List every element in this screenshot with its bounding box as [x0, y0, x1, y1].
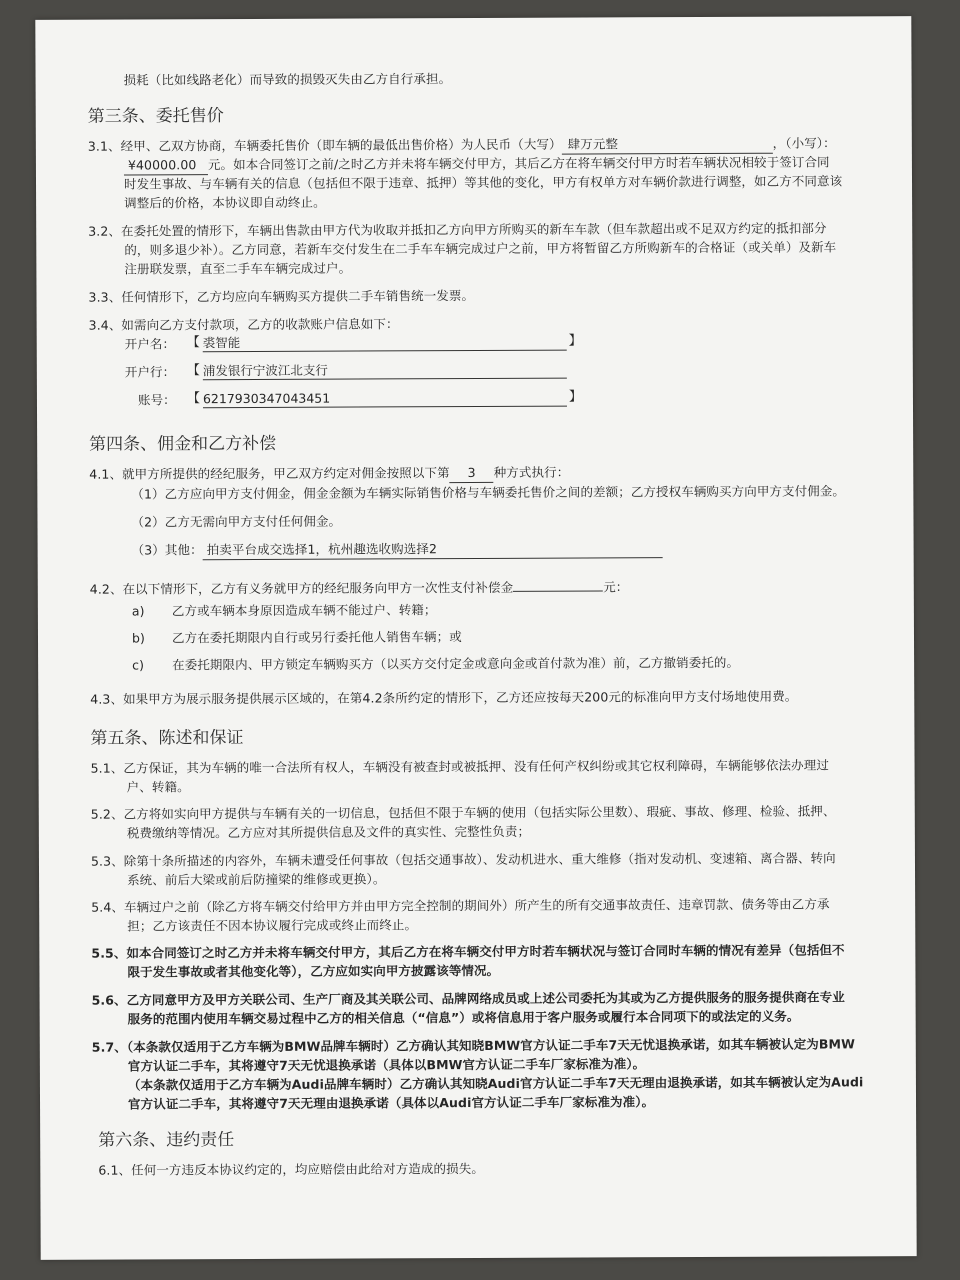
clause-number: 5.4、 [91, 899, 124, 915]
list-mark: a) [131, 603, 145, 619]
list-text: 在委托期限内、甲方锁定车辆购买方（以买方交付定金或意向金或首付款为准）前，乙方撤销委托的。 [172, 654, 740, 673]
clause-5-1-line-1 [91, 756, 829, 777]
list-text: 乙方或车辆本身原因造成车辆不能过户、转籍； [171, 602, 437, 619]
clause-number: 6.1、 [98, 1162, 132, 1178]
section-5-title: 第五条、陈述和保证 [90, 728, 244, 749]
clause-number: 3.3、 [88, 289, 122, 305]
clause-text: 如需向乙方支付款项，乙方的收款账户信息如下： [121, 316, 399, 333]
contract-page [35, 16, 916, 1260]
clause-text: （本条款仅适用于乙方车辆为BMW品牌车辆时）乙方确认其知晓BMW官方认证二手车7天无忧退换承诺，如其车辆被认定为BMW [126, 1036, 855, 1055]
other-option-field: 拍卖平台成交选择1，杭州趣选收购选择2 [203, 539, 663, 560]
clause-3-2-line-3: 注册联发票，直至二手车车辆完成过户。 [124, 260, 352, 277]
clause-5-5-line-1 [91, 941, 844, 962]
clause-5-1-line-2: 户、转籍。 [126, 779, 190, 795]
clause-3-1-line-4: 调整后的价格，本协议即自动终止。 [124, 194, 326, 211]
list-item [132, 601, 437, 620]
clause-5-4-line-1 [91, 895, 829, 916]
clause-3-2-line-2: 的，则多退少补）。乙方同意，若新车交付发生在二手车车辆完成过户之前，甲方将暂留乙方所购新车的合格证（或关单）及新车 [124, 239, 837, 258]
clause-number: 3.4、 [88, 317, 122, 333]
bracket-open: 【 [186, 391, 201, 407]
clause-text: 在委托处置的情形下，车辆出售款由甲方代为收取并抵扣乙方向甲方所购买的新车车款（但车款超出或不足双方约定的抵扣部分 [120, 220, 827, 239]
account-number-field: 6217930347043451 [203, 390, 567, 409]
clause-5-3-line-2: 系统、前后大梁或前后防撞梁的维修或更换）。 [127, 871, 386, 888]
clause-4-2 [90, 578, 629, 598]
price-upper-field: 肆万元整 [562, 135, 773, 155]
clause-3-3 [88, 287, 474, 307]
clause-5-6-line-2: 服务的范围内使用车辆交易过程中乙方的相关信息（“信息”）或将信息用于客户服务或履行本合同项下的或法定的义务。 [127, 1008, 800, 1027]
clause-3-2-line-1 [88, 219, 826, 240]
clause-text: 车辆过户之前（除乙方将车辆交付给甲方并由甲方完全控制的期间外）所产生的所有交通事故责任、违章罚款、债务等由乙方承 [123, 896, 830, 915]
bracket-open: 【 [186, 363, 200, 379]
clause-5-6-line-1 [92, 988, 845, 1009]
compensation-amount-field [513, 590, 603, 591]
clause-text: 就甲方所提供的经纪服务，甲乙双方约定对佣金按照以下第 [122, 465, 450, 482]
clause-4-1 [89, 464, 569, 485]
clause-text: 任何一方违反本协议约定的，均应赔偿由此给对方造成的损失。 [131, 1160, 484, 1178]
clause-4-3 [90, 688, 797, 709]
clause-5-7-line-2: 官方认证二手车，其将遵守7天无忧退换承诺（具体以BMW官方认证二手车厂家标准为准）。 [127, 1056, 646, 1074]
clause-text: 乙方同意甲方及甲方关联公司、生产厂商及其关联公司、品牌网络成员或上述公司委托为其或为乙方提供服务的服务提供商在专业 [126, 989, 845, 1008]
price-lower-field: ¥40000.00 [124, 156, 208, 175]
section-6-title: 第六条、违约责任 [98, 1130, 235, 1151]
clause-5-4-line-2: 担；乙方该责任不因本协议履行完成或终止而终止。 [127, 917, 418, 934]
list-text: 乙方在委托期限内自行或另行委托他人销售车辆；或 [171, 629, 462, 646]
clause-text: 如果甲方为展示服务提供展示区域的，在第4.2条所约定的情形下，乙方还应按每天200元的标准向甲方支付场地使用费。 [123, 688, 798, 707]
list-item [132, 628, 462, 647]
account-name-label: 开户名： [124, 336, 176, 352]
clause-5-7-line-3: （本条款仅适用于乙方车辆为Audi品牌车辆时）乙方确认其知晓Audi官方认证二手车7天无理由退换承诺，如其车辆被认定为Audi [127, 1074, 864, 1093]
clause-text: 元。如本合同签订之前/之时乙方并未将车辆交付甲方，其后乙方在将车辆交付甲方时若车辆状况相较于签订合同 [207, 154, 830, 173]
bank-field: 浦发银行宁波江北支行 [203, 362, 567, 381]
clause-number: 4.3、 [90, 691, 124, 707]
list-mark: b) [131, 630, 146, 646]
commission-option-3 [132, 539, 663, 560]
clause-5-2-line-2: 税费缴纳等情况。乙方应对其所提供信息及文件的真实性、完整性负责； [126, 823, 531, 841]
clause-5-3-line-1 [91, 849, 836, 870]
bracket-close: 】 [568, 389, 582, 405]
clause-text: 种方式执行： [493, 464, 570, 480]
list-item [132, 654, 739, 675]
section-3-title: 第三条、委托售价 [87, 106, 224, 127]
option-label: （3）其他： [131, 542, 203, 558]
bank-label: 开户行： [124, 364, 176, 380]
clause-text: 在以下情形下，乙方有义务就甲方的经纪服务向甲方一次性支付补偿金 [122, 579, 514, 597]
clause-text: 任何情形下，乙方均应向车辆购买方提供二手车销售统一发票。 [121, 288, 475, 305]
clause-number: 5.5、 [91, 945, 127, 961]
clause-text: 经甲、乙双方协商，车辆委托售价（即车辆的最低出售价格）为人民币（大写） [120, 136, 562, 154]
clause-3-1-line-3: 时发生事故、与车辆有关的信息（包括但不限于违章、抵押）等其他的变化，甲方有权单方对车辆价款进行调整，如乙方不同意该 [123, 173, 843, 192]
clause-text: 如本合同签订之时乙方并未将车辆交付甲方，其后乙方在将车辆交付甲方时若车辆状况与签订合同时车辆的情况有差异（包括但不 [126, 942, 845, 961]
bracket-close: 】 [568, 333, 582, 349]
account-name-field: 裘智能 [203, 334, 567, 353]
list-mark: c) [132, 657, 145, 673]
account-number-label: 账号： [137, 392, 176, 408]
clause-number: 4.1、 [89, 466, 123, 482]
clause-text: 元： [603, 579, 629, 595]
clause-number: 3.1、 [87, 138, 121, 154]
clause-5-7-line-1 [92, 1035, 855, 1056]
section-4-title: 第四条、佣金和乙方补偿 [89, 433, 277, 455]
clause-number: 5.3、 [90, 853, 124, 869]
bracket-open: 【 [186, 335, 200, 351]
clause-text: 除第十条所描述的内容外，车辆未遭受任何事故（包括交通事故）、发动机进水、重大维修（指对发动机、变速箱、离合器、转向 [123, 850, 836, 869]
clause-text: ，（小写）： [772, 135, 836, 151]
clause-6-1 [98, 1160, 484, 1180]
commission-option-2: （2）乙方无需向甲方支付任何佣金。 [131, 513, 342, 530]
clause-text: 乙方将如实向甲方提供与车辆有关的一切信息，包括但不限于车辆的使用（包括实际公里数）、瑕疵、事故、修理、检验、抵押、 [123, 803, 836, 822]
continuation-line: 损耗（比如线路老化）而导致的损毁灭失由乙方自行承担。 [123, 71, 452, 88]
clause-5-7-line-4: 官方认证二手车，其将遵守7天无理由退换承诺（具体以Audi官方认证二手车厂家标准为准）。 [127, 1094, 655, 1112]
commission-option-1: （1）乙方应向甲方支付佣金，佣金金额为车辆实际销售价格与车辆委托售价之间的差额；乙方授权车辆购买方向甲方支付佣金。 [131, 483, 846, 502]
clause-5-2-line-1 [91, 802, 836, 823]
clause-text: 乙方保证，其为车辆的唯一合法所有权人，车辆没有被查封或被抵押、没有任何产权纠纷或其它权利障碍，车辆能够依法办理过 [123, 757, 829, 776]
clause-number: 5.6、 [91, 992, 127, 1008]
clause-5-5-line-2: 限于发生事故或者其他变化等），乙方应如实向甲方披露该等情况。 [127, 962, 500, 980]
clause-3-4 [89, 315, 399, 334]
clause-number: 5.7、 [91, 1039, 127, 1055]
clause-number: 5.1、 [90, 760, 124, 776]
clause-number: 3.2、 [88, 223, 122, 239]
clause-number: 4.2、 [89, 581, 123, 597]
clause-number: 5.2、 [90, 806, 124, 822]
commission-choice-field: 3 [450, 464, 494, 483]
